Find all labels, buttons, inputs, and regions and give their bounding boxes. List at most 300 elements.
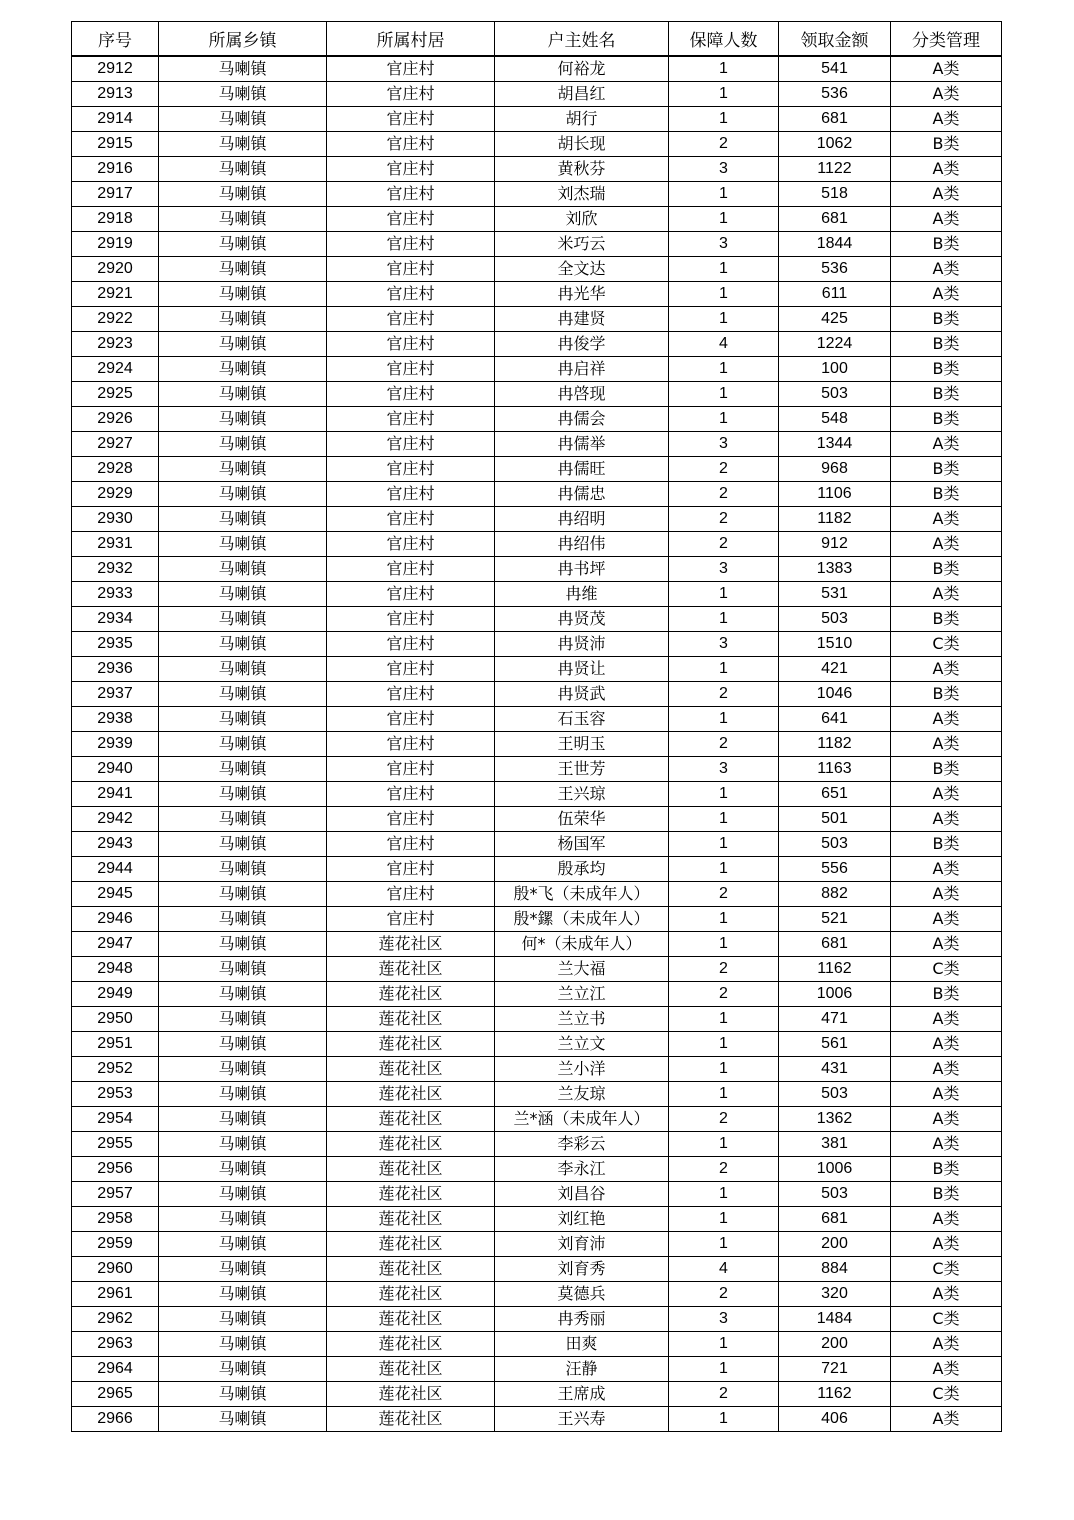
- table-row: [72, 1132, 1002, 1157]
- category-cell: B类: [891, 607, 1002, 632]
- township-cell: 马喇镇: [159, 807, 327, 832]
- household-head-cell: 李彩云: [495, 1132, 669, 1157]
- table-row: [72, 407, 1002, 432]
- household-head-cell: 刘昌谷: [495, 1182, 669, 1207]
- category-cell: A类: [891, 107, 1002, 132]
- covered-persons-cell: 1: [669, 907, 779, 932]
- table-row: [72, 1382, 1002, 1407]
- village-cell: 莲花社区: [327, 1007, 495, 1032]
- header-serial-number: 序号: [72, 22, 159, 57]
- amount-cell: 531: [779, 582, 891, 607]
- amount-cell: 200: [779, 1232, 891, 1257]
- village-cell: 莲花社区: [327, 1357, 495, 1382]
- amount-cell: 651: [779, 782, 891, 807]
- category-cell: C类: [891, 632, 1002, 657]
- village-cell: 官庄村: [327, 682, 495, 707]
- serial-number-cell: 2920: [72, 257, 159, 282]
- table-row: [72, 107, 1002, 132]
- category-cell: A类: [891, 1332, 1002, 1357]
- covered-persons-cell: 2: [669, 507, 779, 532]
- amount-cell: 200: [779, 1332, 891, 1357]
- table-row: [72, 557, 1002, 582]
- serial-number-cell: 2945: [72, 882, 159, 907]
- village-cell: 莲花社区: [327, 957, 495, 982]
- table-row: [72, 857, 1002, 882]
- category-cell: A类: [891, 56, 1002, 82]
- category-cell: A类: [891, 657, 1002, 682]
- village-cell: 官庄村: [327, 382, 495, 407]
- table-row: [72, 657, 1002, 682]
- household-head-cell: 冉啓现: [495, 382, 669, 407]
- table-row: [72, 1157, 1002, 1182]
- serial-number-cell: 2932: [72, 557, 159, 582]
- covered-persons-cell: 1: [669, 1332, 779, 1357]
- table-row: [72, 932, 1002, 957]
- village-cell: 官庄村: [327, 632, 495, 657]
- household-head-cell: 全文达: [495, 257, 669, 282]
- village-cell: 官庄村: [327, 732, 495, 757]
- household-head-cell: 冉秀丽: [495, 1307, 669, 1332]
- township-cell: 马喇镇: [159, 532, 327, 557]
- covered-persons-cell: 2: [669, 457, 779, 482]
- amount-cell: 1162: [779, 1382, 891, 1407]
- household-head-cell: 冉俊学: [495, 332, 669, 357]
- amount-cell: 882: [779, 882, 891, 907]
- township-cell: 马喇镇: [159, 1032, 327, 1057]
- covered-persons-cell: 2: [669, 1282, 779, 1307]
- household-head-cell: 何裕龙: [495, 56, 669, 82]
- township-cell: 马喇镇: [159, 357, 327, 382]
- serial-number-cell: 2940: [72, 757, 159, 782]
- village-cell: 官庄村: [327, 457, 495, 482]
- township-cell: 马喇镇: [159, 1357, 327, 1382]
- township-cell: 马喇镇: [159, 1207, 327, 1232]
- table-row: [72, 1357, 1002, 1382]
- township-cell: 马喇镇: [159, 882, 327, 907]
- township-cell: 马喇镇: [159, 607, 327, 632]
- covered-persons-cell: 1: [669, 56, 779, 82]
- household-head-cell: 李永江: [495, 1157, 669, 1182]
- category-cell: C类: [891, 1307, 1002, 1332]
- amount-cell: 884: [779, 1257, 891, 1282]
- household-head-cell: 冉贤沛: [495, 632, 669, 657]
- household-head-cell: 冉书坪: [495, 557, 669, 582]
- village-cell: 官庄村: [327, 307, 495, 332]
- amount-cell: 320: [779, 1282, 891, 1307]
- serial-number-cell: 2935: [72, 632, 159, 657]
- household-head-cell: 冉贤武: [495, 682, 669, 707]
- table-row: [72, 232, 1002, 257]
- amount-cell: 503: [779, 1182, 891, 1207]
- township-cell: 马喇镇: [159, 82, 327, 107]
- amount-cell: 681: [779, 932, 891, 957]
- household-head-cell: 田爽: [495, 1332, 669, 1357]
- village-cell: 官庄村: [327, 432, 495, 457]
- category-cell: A类: [891, 207, 1002, 232]
- village-cell: 官庄村: [327, 56, 495, 82]
- village-cell: 莲花社区: [327, 1282, 495, 1307]
- table-row: [72, 1107, 1002, 1132]
- township-cell: 马喇镇: [159, 1232, 327, 1257]
- village-cell: 官庄村: [327, 132, 495, 157]
- serial-number-cell: 2934: [72, 607, 159, 632]
- serial-number-cell: 2916: [72, 157, 159, 182]
- amount-cell: 1224: [779, 332, 891, 357]
- covered-persons-cell: 2: [669, 882, 779, 907]
- header-covered-persons: 保障人数: [669, 22, 779, 57]
- amount-cell: 1163: [779, 757, 891, 782]
- village-cell: 官庄村: [327, 82, 495, 107]
- table-row: [72, 207, 1002, 232]
- township-cell: 马喇镇: [159, 282, 327, 307]
- household-head-cell: 莫德兵: [495, 1282, 669, 1307]
- township-cell: 马喇镇: [159, 457, 327, 482]
- household-head-cell: 冉建贤: [495, 307, 669, 332]
- covered-persons-cell: 1: [669, 807, 779, 832]
- amount-cell: 536: [779, 82, 891, 107]
- household-head-cell: 兰友琼: [495, 1082, 669, 1107]
- serial-number-cell: 2941: [72, 782, 159, 807]
- township-cell: 马喇镇: [159, 482, 327, 507]
- table-row: [72, 56, 1002, 82]
- village-cell: 官庄村: [327, 332, 495, 357]
- amount-cell: 501: [779, 807, 891, 832]
- category-cell: B类: [891, 382, 1002, 407]
- amount-cell: 431: [779, 1057, 891, 1082]
- table-row: [72, 1407, 1002, 1432]
- covered-persons-cell: 1: [669, 582, 779, 607]
- serial-number-cell: 2929: [72, 482, 159, 507]
- category-cell: A类: [891, 807, 1002, 832]
- category-cell: A类: [891, 282, 1002, 307]
- amount-cell: 1383: [779, 557, 891, 582]
- table-row: [72, 1207, 1002, 1232]
- serial-number-cell: 2921: [72, 282, 159, 307]
- category-cell: A类: [891, 1082, 1002, 1107]
- covered-persons-cell: 2: [669, 957, 779, 982]
- table-row: [72, 432, 1002, 457]
- household-head-cell: 冉启祥: [495, 357, 669, 382]
- household-head-cell: 冉儒忠: [495, 482, 669, 507]
- household-head-cell: 兰*涵（未成年人）: [495, 1107, 669, 1132]
- serial-number-cell: 2955: [72, 1132, 159, 1157]
- household-head-cell: 刘杰瑞: [495, 182, 669, 207]
- table-row: [72, 1182, 1002, 1207]
- village-cell: 官庄村: [327, 532, 495, 557]
- table-row: [72, 982, 1002, 1007]
- covered-persons-cell: 4: [669, 332, 779, 357]
- header-amount: 领取金额: [779, 22, 891, 57]
- category-cell: A类: [891, 732, 1002, 757]
- table-row: [72, 707, 1002, 732]
- category-cell: B类: [891, 457, 1002, 482]
- serial-number-cell: 2943: [72, 832, 159, 857]
- serial-number-cell: 2937: [72, 682, 159, 707]
- category-cell: A类: [891, 507, 1002, 532]
- household-head-cell: 殷*鏍（未成年人）: [495, 907, 669, 932]
- township-cell: 马喇镇: [159, 707, 327, 732]
- category-cell: A类: [891, 882, 1002, 907]
- household-head-cell: 刘红艳: [495, 1207, 669, 1232]
- covered-persons-cell: 3: [669, 232, 779, 257]
- village-cell: 莲花社区: [327, 1257, 495, 1282]
- village-cell: 莲花社区: [327, 1407, 495, 1432]
- table-row: [72, 1282, 1002, 1307]
- covered-persons-cell: 4: [669, 1257, 779, 1282]
- category-cell: B类: [891, 332, 1002, 357]
- category-cell: A类: [891, 932, 1002, 957]
- township-cell: 马喇镇: [159, 582, 327, 607]
- township-cell: 马喇镇: [159, 107, 327, 132]
- serial-number-cell: 2966: [72, 1407, 159, 1432]
- village-cell: 官庄村: [327, 557, 495, 582]
- village-cell: 官庄村: [327, 807, 495, 832]
- township-cell: 马喇镇: [159, 1282, 327, 1307]
- serial-number-cell: 2915: [72, 132, 159, 157]
- category-cell: B类: [891, 232, 1002, 257]
- covered-persons-cell: 2: [669, 1382, 779, 1407]
- amount-cell: 556: [779, 857, 891, 882]
- serial-number-cell: 2957: [72, 1182, 159, 1207]
- village-cell: 莲花社区: [327, 1182, 495, 1207]
- amount-cell: 1106: [779, 482, 891, 507]
- amount-cell: 721: [779, 1357, 891, 1382]
- township-cell: 马喇镇: [159, 1307, 327, 1332]
- township-cell: 马喇镇: [159, 1332, 327, 1357]
- household-head-cell: 汪静: [495, 1357, 669, 1382]
- table-row: [72, 732, 1002, 757]
- covered-persons-cell: 2: [669, 132, 779, 157]
- table-row: [72, 1007, 1002, 1032]
- serial-number-cell: 2954: [72, 1107, 159, 1132]
- amount-cell: 503: [779, 1082, 891, 1107]
- roster-table: [71, 21, 1002, 1432]
- amount-cell: 681: [779, 107, 891, 132]
- village-cell: 官庄村: [327, 882, 495, 907]
- household-head-cell: 兰立文: [495, 1032, 669, 1057]
- township-cell: 马喇镇: [159, 1257, 327, 1282]
- category-cell: A类: [891, 82, 1002, 107]
- amount-cell: 912: [779, 532, 891, 557]
- township-cell: 马喇镇: [159, 182, 327, 207]
- amount-cell: 503: [779, 832, 891, 857]
- serial-number-cell: 2964: [72, 1357, 159, 1382]
- serial-number-cell: 2948: [72, 957, 159, 982]
- township-cell: 马喇镇: [159, 232, 327, 257]
- amount-cell: 503: [779, 382, 891, 407]
- serial-number-cell: 2914: [72, 107, 159, 132]
- amount-cell: 521: [779, 907, 891, 932]
- township-cell: 马喇镇: [159, 132, 327, 157]
- village-cell: 官庄村: [327, 857, 495, 882]
- household-head-cell: 兰立江: [495, 982, 669, 1007]
- covered-persons-cell: 3: [669, 157, 779, 182]
- household-head-cell: 兰立书: [495, 1007, 669, 1032]
- village-cell: 官庄村: [327, 182, 495, 207]
- serial-number-cell: 2956: [72, 1157, 159, 1182]
- serial-number-cell: 2963: [72, 1332, 159, 1357]
- table-row: [72, 757, 1002, 782]
- serial-number-cell: 2942: [72, 807, 159, 832]
- township-cell: 马喇镇: [159, 1132, 327, 1157]
- amount-cell: 1344: [779, 432, 891, 457]
- township-cell: 马喇镇: [159, 1157, 327, 1182]
- covered-persons-cell: 2: [669, 1107, 779, 1132]
- amount-cell: 1006: [779, 1157, 891, 1182]
- covered-persons-cell: 1: [669, 1232, 779, 1257]
- table-row: [72, 82, 1002, 107]
- township-cell: 马喇镇: [159, 507, 327, 532]
- village-cell: 莲花社区: [327, 1107, 495, 1132]
- village-cell: 官庄村: [327, 232, 495, 257]
- village-cell: 莲花社区: [327, 1157, 495, 1182]
- header-household-head: 户主姓名: [495, 22, 669, 57]
- village-cell: 官庄村: [327, 507, 495, 532]
- category-cell: A类: [891, 157, 1002, 182]
- amount-cell: 561: [779, 1032, 891, 1057]
- village-cell: 莲花社区: [327, 1232, 495, 1257]
- household-head-cell: 王明玉: [495, 732, 669, 757]
- covered-persons-cell: 2: [669, 982, 779, 1007]
- covered-persons-cell: 1: [669, 82, 779, 107]
- covered-persons-cell: 1: [669, 1407, 779, 1432]
- township-cell: 马喇镇: [159, 1107, 327, 1132]
- category-cell: B类: [891, 832, 1002, 857]
- serial-number-cell: 2917: [72, 182, 159, 207]
- serial-number-cell: 2961: [72, 1282, 159, 1307]
- village-cell: 官庄村: [327, 782, 495, 807]
- table-row: [72, 1257, 1002, 1282]
- table-row: [72, 382, 1002, 407]
- table-row: [72, 282, 1002, 307]
- table-row: [72, 507, 1002, 532]
- covered-persons-cell: 2: [669, 1157, 779, 1182]
- household-head-cell: 冉光华: [495, 282, 669, 307]
- village-cell: 莲花社区: [327, 1057, 495, 1082]
- covered-persons-cell: 3: [669, 557, 779, 582]
- table-row: [72, 132, 1002, 157]
- serial-number-cell: 2930: [72, 507, 159, 532]
- village-cell: 莲花社区: [327, 1332, 495, 1357]
- covered-persons-cell: 1: [669, 1007, 779, 1032]
- category-cell: C类: [891, 1382, 1002, 1407]
- covered-persons-cell: 1: [669, 1207, 779, 1232]
- category-cell: B类: [891, 357, 1002, 382]
- village-cell: 官庄村: [327, 607, 495, 632]
- household-head-cell: 殷*飞（未成年人）: [495, 882, 669, 907]
- village-cell: 官庄村: [327, 157, 495, 182]
- serial-number-cell: 2958: [72, 1207, 159, 1232]
- table-row: [72, 157, 1002, 182]
- amount-cell: 518: [779, 182, 891, 207]
- household-head-cell: 冉儒会: [495, 407, 669, 432]
- township-cell: 马喇镇: [159, 732, 327, 757]
- amount-cell: 425: [779, 307, 891, 332]
- amount-cell: 548: [779, 407, 891, 432]
- table-row: [72, 307, 1002, 332]
- township-cell: 马喇镇: [159, 632, 327, 657]
- village-cell: 官庄村: [327, 257, 495, 282]
- covered-persons-cell: 2: [669, 682, 779, 707]
- township-cell: 马喇镇: [159, 957, 327, 982]
- table-header: [72, 22, 1002, 57]
- township-cell: 马喇镇: [159, 382, 327, 407]
- covered-persons-cell: 1: [669, 1357, 779, 1382]
- table-row: [72, 607, 1002, 632]
- household-head-cell: 刘欣: [495, 207, 669, 232]
- covered-persons-cell: 2: [669, 532, 779, 557]
- amount-cell: 1046: [779, 682, 891, 707]
- table-row: [72, 532, 1002, 557]
- amount-cell: 641: [779, 707, 891, 732]
- serial-number-cell: 2936: [72, 657, 159, 682]
- covered-persons-cell: 1: [669, 407, 779, 432]
- township-cell: 马喇镇: [159, 1182, 327, 1207]
- covered-persons-cell: 1: [669, 857, 779, 882]
- household-head-cell: 冉维: [495, 582, 669, 607]
- category-cell: A类: [891, 907, 1002, 932]
- table-row: [72, 1307, 1002, 1332]
- amount-cell: 968: [779, 457, 891, 482]
- household-head-cell: 兰大福: [495, 957, 669, 982]
- table-row: [72, 1332, 1002, 1357]
- table-row: [72, 882, 1002, 907]
- serial-number-cell: 2951: [72, 1032, 159, 1057]
- household-head-cell: 冉贤让: [495, 657, 669, 682]
- household-head-cell: 冉贤茂: [495, 607, 669, 632]
- village-cell: 官庄村: [327, 907, 495, 932]
- household-head-cell: 冉绍明: [495, 507, 669, 532]
- amount-cell: 406: [779, 1407, 891, 1432]
- amount-cell: 681: [779, 1207, 891, 1232]
- household-head-cell: 刘育沛: [495, 1232, 669, 1257]
- table-row: [72, 832, 1002, 857]
- township-cell: 马喇镇: [159, 757, 327, 782]
- covered-persons-cell: 2: [669, 482, 779, 507]
- household-head-cell: 杨国军: [495, 832, 669, 857]
- village-cell: 莲花社区: [327, 982, 495, 1007]
- table-row: [72, 1082, 1002, 1107]
- covered-persons-cell: 1: [669, 1132, 779, 1157]
- table-row: [72, 182, 1002, 207]
- table-row: [72, 457, 1002, 482]
- serial-number-cell: 2939: [72, 732, 159, 757]
- serial-number-cell: 2927: [72, 432, 159, 457]
- table-row: [72, 582, 1002, 607]
- category-cell: C类: [891, 957, 1002, 982]
- table-row: [72, 357, 1002, 382]
- category-cell: A类: [891, 1282, 1002, 1307]
- amount-cell: 1844: [779, 232, 891, 257]
- category-cell: A类: [891, 857, 1002, 882]
- category-cell: A类: [891, 1057, 1002, 1082]
- amount-cell: 536: [779, 257, 891, 282]
- village-cell: 官庄村: [327, 482, 495, 507]
- village-cell: 官庄村: [327, 357, 495, 382]
- village-cell: 莲花社区: [327, 1132, 495, 1157]
- household-head-cell: 殷承均: [495, 857, 669, 882]
- household-head-cell: 胡行: [495, 107, 669, 132]
- serial-number-cell: 2933: [72, 582, 159, 607]
- category-cell: A类: [891, 532, 1002, 557]
- category-cell: C类: [891, 1257, 1002, 1282]
- category-cell: A类: [891, 1407, 1002, 1432]
- serial-number-cell: 2947: [72, 932, 159, 957]
- household-head-cell: 胡长现: [495, 132, 669, 157]
- category-cell: B类: [891, 557, 1002, 582]
- household-head-cell: 黄秋芬: [495, 157, 669, 182]
- amount-cell: 611: [779, 282, 891, 307]
